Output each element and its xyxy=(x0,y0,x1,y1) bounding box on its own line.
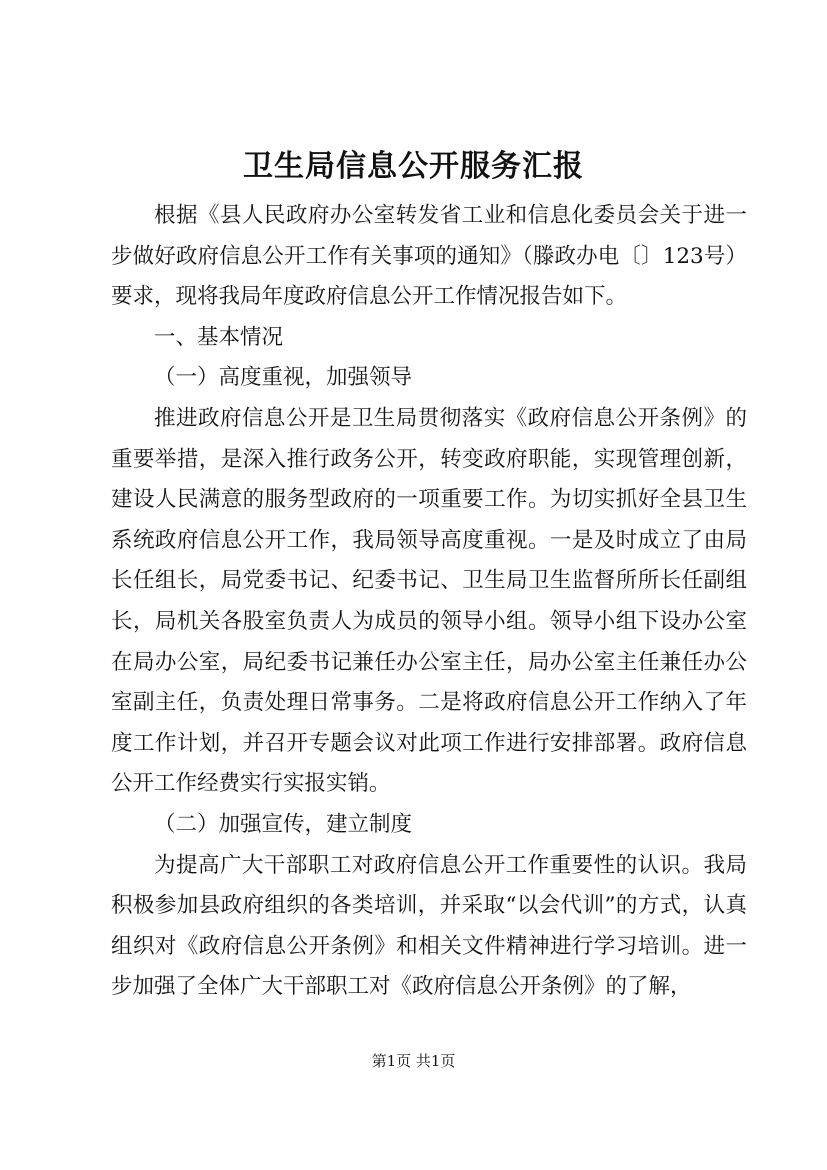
paragraph-intro: 根据《县人民政府办公室转发省工业和信息化委员会关于进一步做好政府信息公开工作有关事项的通知》（滕政办电〔〕123号）要求，现将我局年度政府信息公开工作情况报告如下。 xyxy=(111,203,747,310)
paragraph-publicity: 为提高广大干部职工对政府信息公开工作重要性的认识。我局积极参加县政府组织的各类培训，并采取“以会代训”的方式，认真组织对《政府信息公开条例》和相关文件精神进行学习培训。进一步加强了全体广大干部职工对《政府信息公开条例》的了解， xyxy=(111,852,747,1000)
document-title: 卫生局信息公开服务汇报 xyxy=(243,149,584,184)
subsection-heading-publicity: （二）加强宣传，建立制度 xyxy=(154,811,413,837)
document-body xyxy=(111,196,747,1008)
subsection-heading-leadership: （一）高度重视，加强领导 xyxy=(154,365,413,391)
page-footer: 第1页 共1页 xyxy=(371,1052,456,1070)
paragraph-leadership: 推进政府信息公开是卫生局贯彻落实《政府信息公开条例》的重要举措，是深入推行政务公开，转变政府职能，实现管理创新，建设人民满意的服务型政府的一项重要工作。为切实抓好全县卫生系统政府信息公开工作，我局领导高度重视。一是及时成立了由局长任组长，局党委书记、纪委书记、卫生局卫生监督所所长任副组长，局机关各股室负责人为成员的领导小组。领导小组下设办公室在局办公室，局纪委书记兼任办公室主任，局办公室主任兼任办公室副主任，负责处理日常事务。二是将政府信息公开工作纳入了年度工作计划，并召开专题会议对此项工作进行安排部署。政府信息公开工作经费实行实报实销。 xyxy=(111,405,747,797)
section-heading-basic: 一、基本情况 xyxy=(154,324,284,350)
